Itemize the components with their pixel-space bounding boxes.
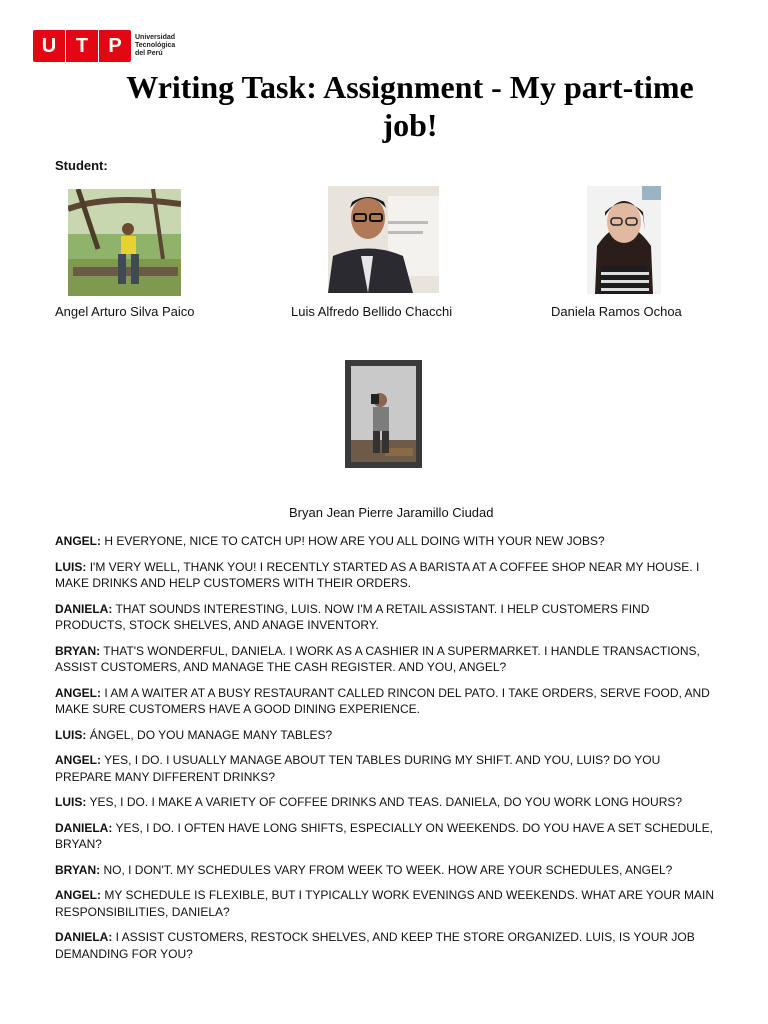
student-name-angel: Angel Arturo Silva Paico	[55, 304, 195, 319]
dialogue-text: ÁNGEL, DO YOU MANAGE MANY TABLES?	[89, 727, 333, 742]
dialogue-text: THAT'S WONDERFUL, DANIELA. I WORK AS A CASHIER IN A SUPERMARKET. I HANDLE TRANSACTIONS, ASSIST CUSTOMERS, AND MANAGE THE CASH REGISTER. AND YOU, ANGEL?	[55, 643, 700, 674]
dialogue-text: I'M VERY WELL, THANK YOU! I RECENTLY STARTED AS A BARISTA AT A COFFEE SHOP NEAR MY HOUSE. I MAKE DRINKS AND HELP CUSTOMERS WITH THEIR ORDERS.	[55, 559, 700, 590]
dialogue-line	[55, 533, 715, 550]
logo-text-line-2: Tecnológica	[135, 42, 176, 49]
dialogue-line	[55, 752, 715, 785]
speaker-label: LUIS:	[55, 795, 87, 809]
dialogue-text: H EVERYONE, NICE TO CATCH UP! HOW ARE YOU ALL DOING WITH YOUR NEW JOBS?	[104, 534, 605, 548]
dialogue-text: YES, I DO. I MAKE A VARIETY OF COFFEE DRINKS AND TEAS. DANIELA, DO YOU WORK LONG HOURS?	[89, 795, 683, 809]
logo-text-line-3: del Perú	[135, 50, 163, 57]
dialogue-text: MY SCHEDULE IS FLEXIBLE, BUT I TYPICALLY WORK EVENINGS AND WEEKENDS. WHAT ARE YOUR MAIN RESPONSIBILITIES, DANIELA?	[55, 888, 715, 919]
dialogue-text: I ASSIST CUSTOMERS, RESTOCK SHELVES, AND KEEP THE STORE ORGANIZED. LUIS, IS YOUR JOB DEMANDING FOR YOU?	[55, 930, 695, 961]
dialogue-line	[55, 820, 715, 853]
dialogue-text: NO, I DON'T. MY SCHEDULES VARY FROM WEEK TO WEEK. HOW ARE YOUR SCHEDULES, ANGEL?	[103, 862, 673, 877]
dialogue-line	[55, 559, 715, 592]
speaker-label: ANGEL:	[55, 534, 101, 548]
dialogue-line	[55, 887, 715, 920]
speaker-label: BRYAN:	[55, 862, 101, 877]
speaker-label: DANIELA:	[55, 930, 113, 944]
speaker-label: DANIELA:	[55, 820, 113, 835]
utp-logo	[33, 30, 175, 62]
student-name-daniela: Daniela Ramos Ochoa	[551, 304, 682, 319]
logo-text-line-1: Universidad	[135, 34, 176, 41]
logo-letter-t: T	[65, 30, 98, 62]
speaker-label: LUIS:	[55, 559, 87, 574]
dialogue-line	[55, 929, 715, 962]
logo-letter-p: P	[98, 30, 131, 62]
logo-letter-u: U	[41, 34, 57, 57]
student-name-bryan: Bryan Jean Pierre Jaramillo Ciudad	[289, 505, 494, 520]
page-title: Writing Task: Assignment - My part-time job!	[126, 69, 694, 143]
speaker-label: LUIS:	[55, 727, 87, 742]
dialogue-line	[55, 643, 715, 676]
student-photo-bryan	[345, 360, 422, 468]
student-name-luis: Luis Alfredo Bellido Chacchi	[291, 304, 453, 319]
speaker-label: ANGEL:	[55, 753, 101, 767]
dialogue-text: YES, I DO. I USUALLY MANAGE ABOUT TEN TABLES DURING MY SHIFT. AND YOU, LUIS? DO YOU PREPARE MANY DIFFERENT DRINKS?	[55, 753, 661, 784]
speaker-label: ANGEL:	[55, 888, 101, 902]
dialogue-line	[55, 685, 715, 718]
student-photo-daniela	[587, 186, 661, 294]
dialogue-section	[55, 533, 715, 971]
dialogue-line	[55, 794, 715, 811]
logo-wordmark	[135, 34, 175, 58]
dialogue-line	[55, 601, 715, 634]
speaker-label: DANIELA:	[55, 601, 113, 616]
student-label: Student:	[55, 158, 108, 173]
dialogue-text: THAT SOUNDS INTERESTING, LUIS. NOW I'M A RETAIL ASSISTANT. I HELP CUSTOMERS FIND PRODUCTS, STOCK SHELVES, AND ANAGE INVENTORY.	[55, 601, 650, 632]
speaker-label: ANGEL:	[55, 685, 101, 700]
speaker-label: BRYAN:	[55, 643, 101, 658]
dialogue-line	[55, 862, 715, 879]
student-photo-luis	[328, 186, 439, 293]
student-photo-angel	[68, 189, 181, 296]
dialogue-line	[55, 727, 715, 744]
utp-logo-mark	[33, 30, 131, 62]
dialogue-text: I AM A WAITER AT A BUSY RESTAURANT CALLED RINCON DEL PATO. I TAKE ORDERS, SERVE FOOD, AND MAKE SURE CUSTOMERS HAVE A GOOD DINING EXPERIENCE.	[55, 685, 710, 716]
dialogue-text: YES, I DO. I OFTEN HAVE LONG SHIFTS, ESPECIALLY ON WEEKENDS. DO YOU HAVE A SET SCHEDULE, BRYAN?	[55, 820, 713, 851]
